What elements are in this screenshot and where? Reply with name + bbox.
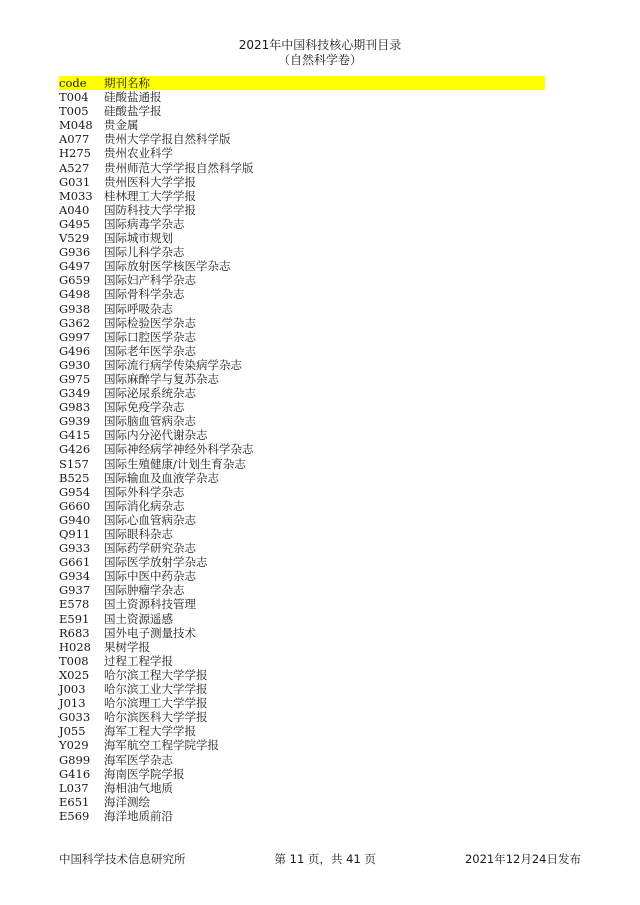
journal-name: 海军航空工程学院学报 bbox=[104, 738, 219, 753]
journal-name: 哈尔滨理工大学学报 bbox=[104, 696, 208, 711]
table-row bbox=[59, 372, 545, 386]
table-row bbox=[59, 485, 545, 499]
journal-name: 国际肿瘤学杂志 bbox=[104, 583, 185, 598]
journal-name: 国外电子测量技术 bbox=[104, 625, 196, 640]
journal-name: 国际妇产科学杂志 bbox=[104, 273, 196, 288]
table-row bbox=[59, 273, 545, 287]
journal-code: G362 bbox=[59, 315, 91, 330]
footer-org: 中国科学技术信息研究所 bbox=[59, 852, 186, 866]
journal-name: 国际儿科学杂志 bbox=[104, 245, 185, 260]
journal-name: 国土资源科技管理 bbox=[104, 597, 196, 612]
table-row bbox=[59, 640, 545, 654]
table-row bbox=[59, 555, 545, 569]
journal-name: 国际眼科杂志 bbox=[104, 527, 173, 541]
journal-name: 过程工程学报 bbox=[104, 653, 173, 668]
journal-code: H028 bbox=[59, 639, 91, 654]
table-row bbox=[59, 795, 545, 809]
journal-name: 国际检验医学杂志 bbox=[104, 315, 196, 330]
journal-code: G983 bbox=[59, 400, 91, 415]
table-row bbox=[59, 203, 545, 217]
journal-name: 国际心血管病杂志 bbox=[104, 512, 196, 527]
table-row bbox=[59, 710, 545, 724]
table-row bbox=[59, 344, 545, 358]
table-row bbox=[59, 330, 545, 344]
footer-page-number: 第 11 页，共 41 页 bbox=[274, 852, 376, 866]
table-row bbox=[59, 471, 545, 485]
journal-name: 国际外科学杂志 bbox=[104, 484, 185, 499]
journal-name: 国际老年医学杂志 bbox=[104, 343, 196, 358]
journal-code: E651 bbox=[59, 794, 90, 809]
journal-code: T004 bbox=[59, 90, 89, 105]
journal-name: 贵州医科大学学报 bbox=[104, 174, 196, 189]
journal-code: G930 bbox=[59, 357, 91, 372]
journal-code: G416 bbox=[59, 766, 91, 781]
table-row bbox=[59, 175, 545, 189]
table-row bbox=[59, 682, 545, 696]
table-row bbox=[59, 146, 545, 160]
table-row bbox=[59, 654, 545, 668]
table-row bbox=[59, 753, 545, 767]
journal-code: G496 bbox=[59, 343, 91, 358]
journal-code: G938 bbox=[59, 301, 91, 316]
journal-name: 硅酸盐通报 bbox=[104, 90, 162, 105]
column-header-code: code bbox=[59, 76, 87, 90]
table-row bbox=[59, 696, 545, 710]
table-row bbox=[59, 541, 545, 555]
journal-name: 国际神经病学神经外科学杂志 bbox=[104, 442, 254, 457]
table-row bbox=[59, 231, 545, 245]
journal-code: T008 bbox=[59, 653, 89, 668]
journal-code: J013 bbox=[59, 696, 86, 711]
journal-name: 国际泌尿系统杂志 bbox=[104, 386, 196, 401]
table-row bbox=[59, 161, 545, 175]
journal-name: 海洋测绘 bbox=[104, 794, 150, 809]
table-row bbox=[59, 428, 545, 442]
journal-code: G660 bbox=[59, 498, 91, 513]
table-body bbox=[59, 90, 545, 823]
journal-code: G495 bbox=[59, 216, 91, 231]
journal-name: 国际流行病学传染病学杂志 bbox=[104, 357, 242, 372]
journal-code: Y029 bbox=[59, 738, 89, 753]
table-row bbox=[59, 217, 545, 231]
journal-name: 国际骨科学杂志 bbox=[104, 287, 185, 302]
table-row bbox=[59, 259, 545, 273]
table-row bbox=[59, 132, 545, 146]
table-row bbox=[59, 400, 545, 414]
journal-name: 海洋地质前沿 bbox=[104, 808, 173, 823]
page-title: 2021年中国科技核心期刊目录 bbox=[238, 38, 402, 52]
journal-name: 国际生殖健康/计划生育杂志 bbox=[104, 456, 246, 471]
journal-code: L037 bbox=[59, 780, 89, 795]
table-row bbox=[59, 767, 545, 781]
journal-code: Q911 bbox=[59, 527, 91, 541]
table-row bbox=[59, 569, 545, 583]
journal-name: 海相油气地质 bbox=[104, 780, 173, 795]
journal-code: E578 bbox=[59, 597, 90, 612]
journal-name: 国际麻醉学与复苏杂志 bbox=[104, 371, 219, 386]
journal-name: 国际呼吸杂志 bbox=[104, 301, 173, 316]
journal-code: G934 bbox=[59, 569, 91, 584]
journal-code: G498 bbox=[59, 287, 91, 302]
table-row bbox=[59, 513, 545, 527]
journal-name: 国际内分泌代谢杂志 bbox=[104, 428, 208, 443]
page-header bbox=[0, 38, 640, 68]
journal-name: 国际城市规划 bbox=[104, 231, 173, 246]
journal-code: G954 bbox=[59, 484, 91, 499]
table-row bbox=[59, 90, 545, 104]
journal-name: 国防科技大学学报 bbox=[104, 202, 196, 217]
journal-name: 果树学报 bbox=[104, 639, 150, 654]
journal-name: 海南医学院学报 bbox=[104, 766, 185, 781]
journal-name: 贵金属 bbox=[104, 118, 139, 133]
journal-name: 国际中医中药杂志 bbox=[104, 569, 196, 584]
journal-code: M033 bbox=[59, 188, 93, 203]
table-row bbox=[59, 104, 545, 118]
table-row bbox=[59, 499, 545, 513]
journal-name: 海军医学杂志 bbox=[104, 752, 173, 767]
table-row bbox=[59, 583, 545, 597]
journal-code: G975 bbox=[59, 371, 91, 386]
column-header-name: 期刊名称 bbox=[104, 76, 150, 90]
journal-code: A040 bbox=[59, 202, 90, 217]
table-row bbox=[59, 527, 545, 541]
journal-code: E591 bbox=[59, 611, 90, 626]
journal-name: 哈尔滨医科大学学报 bbox=[104, 710, 208, 725]
journal-code: E569 bbox=[59, 808, 90, 823]
table-row bbox=[59, 358, 545, 372]
journal-name: 国际输血及血液学杂志 bbox=[104, 470, 219, 485]
table-row bbox=[59, 668, 545, 682]
journal-name: 国际医学放射学杂志 bbox=[104, 555, 208, 570]
journal-name: 国际药学研究杂志 bbox=[104, 541, 196, 556]
table-row bbox=[59, 302, 545, 316]
table-row bbox=[59, 738, 545, 752]
journal-name: 贵州师范大学学报自然科学版 bbox=[104, 160, 254, 175]
journal-code: A527 bbox=[59, 160, 90, 175]
journal-code: G033 bbox=[59, 710, 91, 725]
table-row bbox=[59, 118, 545, 132]
table-row bbox=[59, 287, 545, 301]
page-subtitle: （自然科学卷） bbox=[277, 53, 362, 67]
journal-name: 贵州农业科学 bbox=[104, 146, 173, 161]
page-footer bbox=[59, 851, 581, 867]
table-row bbox=[59, 724, 545, 738]
journal-code: G940 bbox=[59, 512, 91, 527]
journal-code: G415 bbox=[59, 428, 91, 443]
journal-code: G937 bbox=[59, 583, 91, 598]
table-row bbox=[59, 809, 545, 823]
journal-name: 国际免疫学杂志 bbox=[104, 400, 185, 415]
journal-code: T005 bbox=[59, 104, 89, 119]
table-row bbox=[59, 781, 545, 795]
journal-code: G031 bbox=[59, 174, 91, 189]
journal-code: G939 bbox=[59, 414, 91, 429]
footer-date: 2021年12月24日发布 bbox=[464, 852, 581, 866]
journal-code: S157 bbox=[59, 456, 89, 471]
journal-code: V529 bbox=[59, 231, 90, 246]
journal-code: G933 bbox=[59, 541, 91, 556]
table-row bbox=[59, 245, 545, 259]
journal-code: X025 bbox=[59, 667, 90, 682]
journal-code: G661 bbox=[59, 555, 91, 570]
table-header-row bbox=[59, 76, 545, 90]
table-row bbox=[59, 612, 545, 626]
journal-code: B525 bbox=[59, 470, 90, 485]
table-row bbox=[59, 457, 545, 471]
table-row bbox=[59, 442, 545, 456]
journal-name: 国际脑血管病杂志 bbox=[104, 414, 196, 429]
journal-name: 国际消化病杂志 bbox=[104, 498, 185, 513]
journal-code: G497 bbox=[59, 259, 91, 274]
journal-code: G899 bbox=[59, 752, 91, 767]
table-row bbox=[59, 414, 545, 428]
journal-code: J055 bbox=[59, 724, 86, 739]
journal-name: 贵州大学学报自然科学版 bbox=[104, 132, 231, 147]
journal-code: G659 bbox=[59, 273, 91, 288]
journal-name: 桂林理工大学学报 bbox=[104, 188, 196, 203]
journal-code: G936 bbox=[59, 245, 91, 260]
journal-code: J003 bbox=[59, 682, 86, 697]
journal-code: A077 bbox=[59, 132, 90, 147]
journal-name: 海军工程大学学报 bbox=[104, 724, 196, 739]
table-row bbox=[59, 386, 545, 400]
table-row bbox=[59, 626, 545, 640]
journal-name: 哈尔滨工程大学学报 bbox=[104, 667, 208, 682]
journal-code: R683 bbox=[59, 625, 90, 640]
journal-code: M048 bbox=[59, 118, 93, 133]
journal-name: 国际病毒学杂志 bbox=[104, 216, 185, 231]
table-row bbox=[59, 316, 545, 330]
table-row bbox=[59, 597, 545, 611]
table-row bbox=[59, 189, 545, 203]
journal-table bbox=[59, 76, 545, 823]
journal-code: G426 bbox=[59, 442, 91, 457]
journal-name: 国土资源遥感 bbox=[104, 611, 173, 626]
journal-name: 国际口腔医学杂志 bbox=[104, 329, 196, 344]
journal-code: H275 bbox=[59, 146, 91, 161]
journal-name: 硅酸盐学报 bbox=[104, 104, 162, 119]
journal-code: G997 bbox=[59, 329, 91, 344]
journal-name: 国际放射医学核医学杂志 bbox=[104, 259, 231, 274]
journal-code: G349 bbox=[59, 386, 91, 401]
journal-name: 哈尔滨工业大学学报 bbox=[104, 682, 208, 697]
